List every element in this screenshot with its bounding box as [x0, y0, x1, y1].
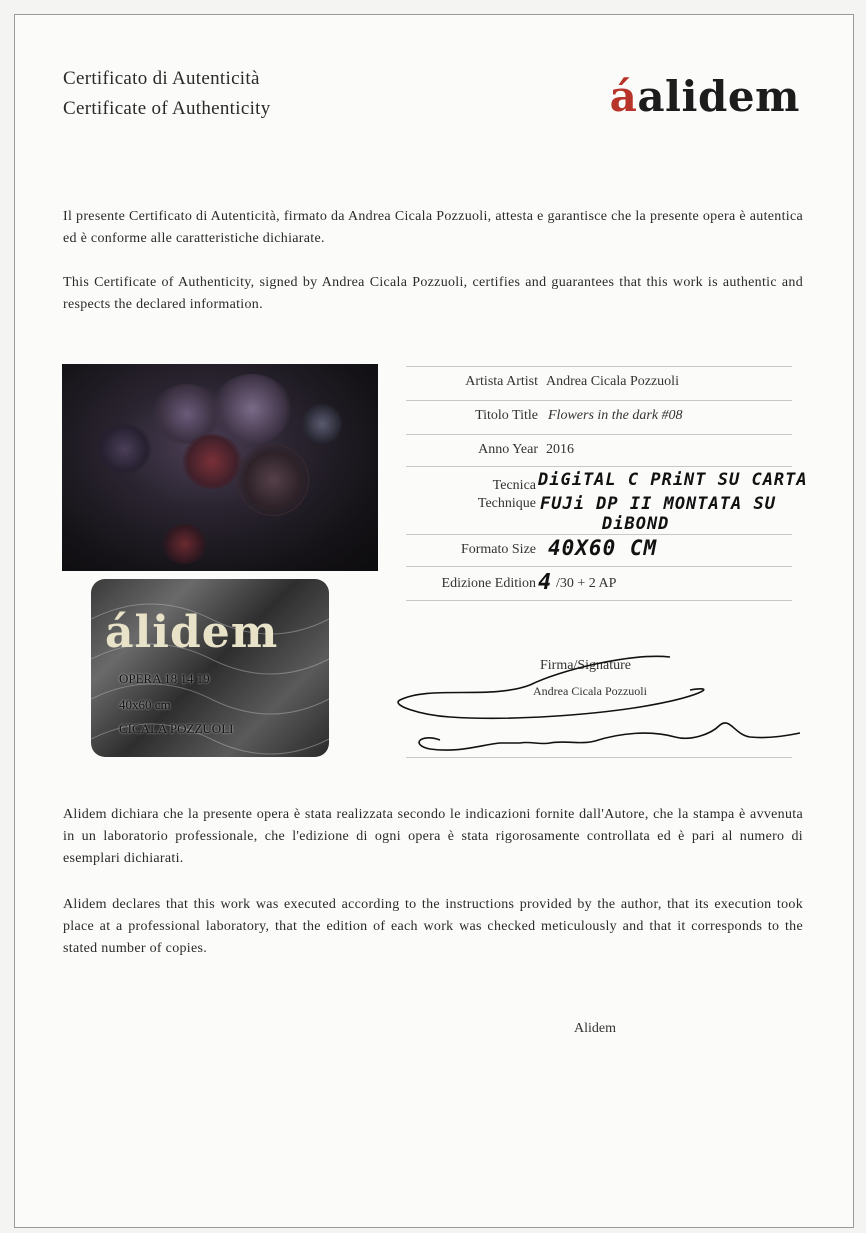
artwork-image [62, 364, 378, 571]
year-value: 2016 [546, 442, 574, 457]
hologram-sticker [91, 579, 329, 757]
intro-english: This Certificate of Authenticity, signed by Andrea Cicala Pozzuoli, certifies and guarantees that this work is authentic and respects the declared information. [63, 275, 803, 312]
row-divider [406, 534, 792, 535]
row-divider [406, 600, 792, 601]
sign-off: Alidem [574, 1021, 616, 1036]
technique-label-italian: Tecnica [492, 478, 536, 493]
intro-italian: Il presente Certificato di Autenticità, firmato da Andrea Cicala Pozzuoli, attesta e garantisce che la presente opera è autentica ed è conforme alle caratteristiche dichiarate. [63, 209, 803, 246]
declaration-english: Alidem declares that this work was executed according to the instructions provided by the author, that its execution took place at a professional laboratory, that the edition of each work was checked meticulously and that it corresponds to the stated number of copies. [63, 897, 803, 956]
size-handwritten: 40X60 CM [548, 536, 658, 560]
technique-label-english: Technique [477, 496, 536, 511]
hologram-artist: CICALA POZZUOLI [119, 721, 234, 736]
signature-label: Firma/Signature [540, 658, 631, 673]
row-divider [406, 434, 792, 435]
row-divider [406, 566, 792, 567]
title-value: Flowers in the dark #08 [548, 408, 683, 423]
row-divider [406, 400, 792, 401]
signature-name: Andrea Cicala Pozzuoli [533, 684, 647, 698]
certificate-title-english: Certificate of Authenticity [63, 98, 271, 119]
title-label: Titolo Title [475, 408, 538, 423]
handwritten-signature [390, 645, 810, 760]
hologram-logo: álidem [105, 607, 279, 658]
row-divider [406, 366, 792, 367]
declaration-italian: Alidem dichiara che la presente opera è stata realizzata secondo le indicazioni fornite dall'Autore, che la stampa è avvenuta in un laboratorio professionale, che l'edizione di ogni opera è stata rigorosamente controllata ed è pari al numero di esemplari dichiarati. [63, 807, 803, 866]
size-label: Formato Size [460, 542, 536, 557]
certificate-title-italian: Certificato di Autenticità [63, 68, 260, 89]
edition-suffix: /30 + 2 AP [556, 576, 617, 591]
hologram-opera-number: OPERA 18 14 19 [119, 671, 210, 686]
technique-handwritten-line2: FUJi DP II MONTATA SU [540, 494, 776, 514]
edition-number-handwritten: 4 [538, 570, 553, 595]
alidem-logo [610, 72, 800, 121]
row-divider [406, 466, 792, 467]
hologram-size: 40x60 cm [119, 697, 171, 712]
artist-value: Andrea Cicala Pozzuoli [546, 374, 679, 389]
signature-rule [406, 757, 792, 758]
year-label: Anno Year [478, 442, 538, 457]
technique-handwritten-line3: DiBOND [602, 514, 670, 534]
edition-label: Edizione Edition [441, 576, 536, 591]
logo-text: alidem [637, 72, 800, 121]
artist-label: Artista Artist [465, 374, 538, 389]
logo-accent: á [609, 72, 638, 121]
technique-handwritten-line1: DiGiTAL C PRiNT SU CARTA [538, 470, 808, 490]
